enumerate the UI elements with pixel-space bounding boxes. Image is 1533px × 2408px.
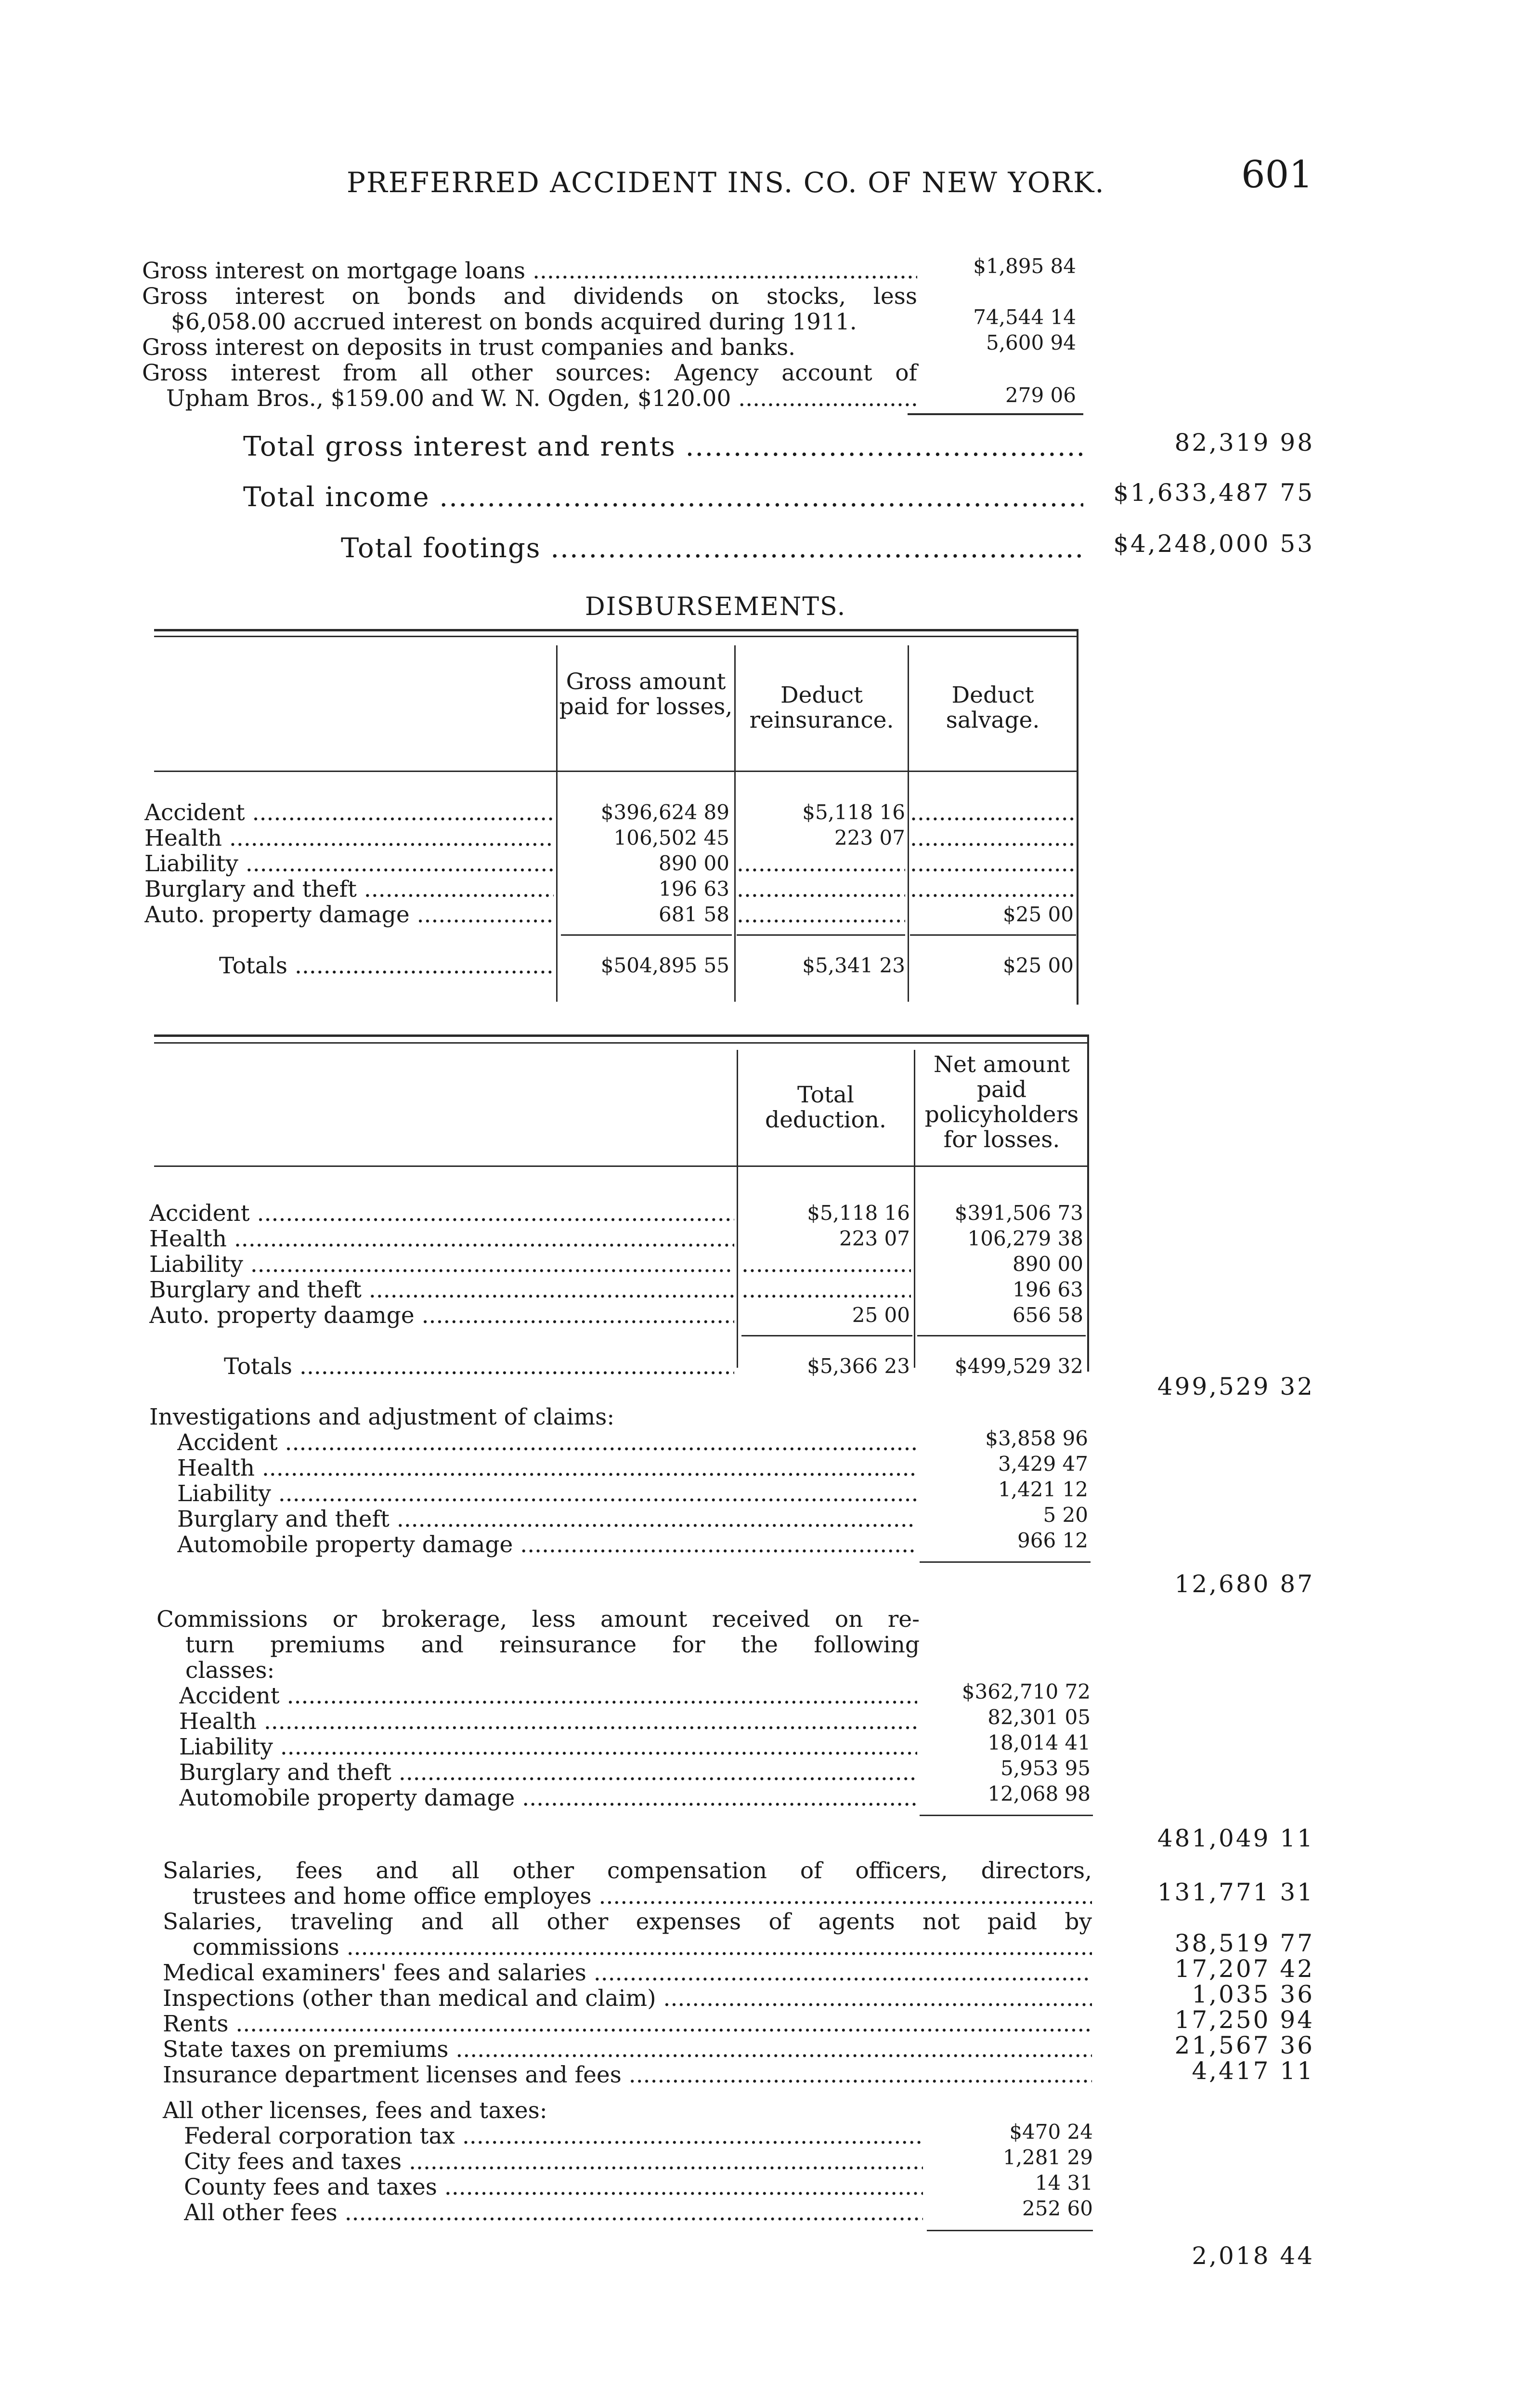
licenses-heading: All other licenses, fees and taxes: [163, 2097, 547, 2124]
com-liability-label: Liability ..... [179, 1734, 917, 1760]
inv-auto-label: Automobile property damage ..... [177, 1531, 916, 1558]
lic-other-value: 252 60 [1022, 2197, 1093, 2220]
t2-row-liability-deduction [741, 1251, 911, 1278]
exp-agents-value: 38,519 77 [1174, 1929, 1314, 1957]
t2-totals-net: $499,529 32 [954, 1354, 1083, 1378]
t2-row-health-deduction: 223 07 [839, 1227, 910, 1250]
lic-subtotal-rule [927, 2230, 1093, 2231]
t1-row-auto-reins [737, 902, 905, 928]
com-health-value: 82,301 05 [987, 1705, 1091, 1729]
exp-salaries-officers-label-2: trustees and home office employes ..... [193, 1883, 1092, 1910]
interest-bonds-value: 74,544 14 [973, 305, 1076, 329]
col-header-reinsurance: Deduct reinsurance. [749, 682, 894, 733]
exp-insurance-dept-value: 4,417 11 [1192, 2057, 1314, 2085]
t2-row-liability-label: Liability ..... [149, 1251, 734, 1278]
t2-totals-label: Totals ..... [224, 1353, 734, 1380]
lic-city-label: City fees and taxes ..... [184, 2148, 923, 2175]
lic-federal-value: $470 24 [1009, 2120, 1093, 2144]
running-head: PREFERRED ACCIDENT INS. CO. OF NEW YORK. [347, 166, 1105, 199]
t2-row-liability-net: 890 00 [1013, 1252, 1083, 1276]
inv-subtotal-rule [920, 1561, 1091, 1563]
total-gross-interest-value: 82,319 98 [1174, 429, 1314, 457]
licenses-total: 2,018 44 [1192, 2242, 1314, 2270]
t1-totals-label: Totals ..... [219, 953, 554, 979]
t1-row-burglary-label: Burglary and theft ..... [144, 876, 554, 903]
inv-liability-label: Liability ..... [177, 1480, 916, 1507]
total-income-value: $1,633,487 75 [1113, 479, 1314, 507]
lic-county-label: County fees and taxes ..... [184, 2174, 923, 2200]
exp-insurance-dept-label: Insurance department licenses and fees ..... [163, 2062, 1092, 2088]
col-header-net-amount: Net amount paid policyholders for losses. [924, 1051, 1079, 1153]
t2-row-burglary-deduction [741, 1277, 911, 1303]
t1-row-accident-gross: $396,624 89 [600, 800, 729, 824]
lic-other-label: All other fees ..... [184, 2199, 923, 2226]
t2-row-auto-deduction: 25 00 [852, 1303, 910, 1327]
exp-agents-label-1: Salaries, traveling and all other expenses of agents not paid by [163, 1909, 1092, 1935]
com-auto-label: Automobile property damage ..... [179, 1785, 917, 1811]
t1-totals-salvage: $25 00 [1003, 954, 1074, 977]
total-income-label: Total income ..... [243, 482, 1083, 513]
exp-state-taxes-value: 21,567 36 [1174, 2031, 1314, 2059]
com-burglary-value: 5,953 95 [1000, 1756, 1091, 1780]
inv-burglary-value: 5 20 [1043, 1503, 1088, 1527]
t1-row-burglary-salvage [910, 876, 1076, 903]
t1-row-liability-label: Liability ..... [144, 851, 554, 877]
interest-bonds-label-2: $6,058.00 accrued interest on bonds acquired during 1911. [171, 309, 857, 335]
exp-rents-value: 17,250 94 [1174, 2006, 1314, 2034]
net-losses-carried: 499,529 32 [1157, 1373, 1314, 1400]
t1-row-auto-label: Auto. property damage ..... [144, 902, 554, 928]
exp-rents-label: Rents ..... [163, 2011, 1092, 2037]
t2-totals-deduction: $5,366 23 [807, 1354, 910, 1378]
commissions-heading-1: Commissions or brokerage, less amount received on re- [156, 1606, 920, 1633]
col-header-total-deduction: Total deduction. [765, 1082, 886, 1133]
commissions-heading-2: turn premiums and reinsurance for the following [185, 1632, 920, 1658]
exp-medical-label: Medical examiners' fees and salaries ..... [163, 1960, 1092, 1986]
lic-county-value: 14 31 [1035, 2171, 1093, 2195]
com-accident-label: Accident ..... [179, 1683, 917, 1709]
com-auto-value: 12,068 98 [987, 1782, 1091, 1806]
total-gross-interest-label: Total gross interest and rents ..... [243, 431, 1083, 462]
t1-row-liability-salvage [910, 851, 1076, 877]
t2-row-health-net: 106,279 38 [967, 1227, 1083, 1250]
t1-row-accident-reins: $5,118 16 [802, 800, 905, 824]
interest-bonds-label-1: Gross interest on bonds and dividends on stocks, less [142, 283, 917, 310]
disbursements-title: DISBURSEMENTS. [585, 592, 846, 621]
t1-row-accident-label: Accident ..... [144, 799, 554, 826]
interest-deposits-value: 5,600 94 [986, 331, 1076, 354]
inv-liability-value: 1,421 12 [998, 1478, 1088, 1501]
t1-row-auto-gross: 681 58 [659, 903, 729, 926]
t1-row-health-salvage [910, 825, 1076, 851]
interest-mortgage-value: $1,895 84 [973, 254, 1076, 278]
col-header-gross: Gross amount paid for losses, [559, 668, 733, 720]
t2-row-auto-net: 656 58 [1013, 1303, 1083, 1327]
interest-mortgage-label: Gross interest on mortgage loans ..... [142, 258, 917, 284]
investigations-total: 12,680 87 [1174, 1570, 1314, 1598]
com-liability-value: 18,014 41 [987, 1731, 1091, 1754]
inv-accident-value: $3,858 96 [985, 1426, 1088, 1450]
t1-row-liability-reins [737, 851, 905, 877]
inv-auto-value: 966 12 [1017, 1529, 1088, 1552]
t1-row-burglary-gross: 196 63 [659, 877, 729, 901]
t2-row-accident-net: $391,506 73 [954, 1201, 1083, 1225]
exp-agents-label-2: commissions ..... [193, 1934, 1092, 1961]
investigations-heading: Investigations and adjustment of claims: [149, 1404, 615, 1430]
t1-row-health-gross: 106,502 45 [613, 826, 729, 850]
interest-other-value: 279 06 [1005, 383, 1076, 407]
t1-row-auto-salvage: $25 00 [1003, 903, 1074, 926]
exp-inspections-value: 1,035 36 [1192, 1980, 1314, 2008]
total-footings-value: $4,248,000 53 [1113, 530, 1314, 558]
exp-salaries-officers-label-1: Salaries, fees and all other compensation of officers, directors, [163, 1858, 1092, 1884]
interest-subtotal-rule [908, 413, 1083, 415]
com-burglary-label: Burglary and theft ..... [179, 1759, 917, 1786]
lic-federal-label: Federal corporation tax ..... [184, 2123, 923, 2149]
inv-burglary-label: Burglary and theft ..... [177, 1506, 916, 1532]
com-health-label: Health ..... [179, 1708, 917, 1735]
exp-medical-value: 17,207 42 [1174, 1955, 1314, 1983]
commissions-heading-3: classes: [185, 1657, 275, 1684]
t1-totals-gross: $504,895 55 [600, 954, 729, 977]
exp-state-taxes-label: State taxes on premiums ..... [163, 2036, 1092, 2063]
col-header-salvage: Deduct salvage. [946, 682, 1040, 733]
t1-row-burglary-reins [737, 876, 905, 903]
t2-row-burglary-net: 196 63 [1013, 1278, 1083, 1301]
t1-totals-reins: $5,341 23 [802, 954, 905, 977]
interest-other-label-2: Upham Bros., $159.00 and W. N. Ogden, $120.00 ..... [166, 385, 917, 412]
t1-row-accident-salvage [910, 799, 1076, 826]
exp-inspections-label: Inspections (other than medical and claim) ..... [163, 1985, 1092, 2012]
t2-row-accident-label: Accident ..... [149, 1200, 734, 1227]
page-number: 601 [1241, 153, 1313, 196]
com-subtotal-rule [920, 1815, 1093, 1816]
exp-salaries-officers-value: 131,771 31 [1157, 1878, 1314, 1906]
t1-row-health-label: Health ..... [144, 825, 554, 851]
t1-row-health-reins: 223 07 [834, 826, 905, 850]
interest-deposits-label: Gross interest on deposits in trust companies and banks. [142, 334, 796, 361]
t2-row-burglary-label: Burglary and theft ..... [149, 1277, 734, 1303]
total-footings-label: Total footings ..... [341, 533, 1083, 564]
t2-row-accident-deduction: $5,118 16 [807, 1201, 910, 1225]
interest-other-label-1: Gross interest from all other sources: Agency account of [142, 360, 917, 386]
inv-accident-label: Accident ..... [177, 1429, 916, 1456]
t2-row-auto-label: Auto. property daamge ..... [149, 1302, 734, 1329]
t2-row-health-label: Health ..... [149, 1226, 734, 1252]
lic-city-value: 1,281 29 [1002, 2146, 1093, 2169]
com-accident-value: $362,710 72 [961, 1680, 1091, 1703]
inv-health-value: 3,429 47 [998, 1452, 1088, 1476]
t1-row-liability-gross: 890 00 [659, 851, 729, 875]
commissions-total: 481,049 11 [1157, 1824, 1314, 1852]
inv-health-label: Health ..... [177, 1455, 916, 1481]
